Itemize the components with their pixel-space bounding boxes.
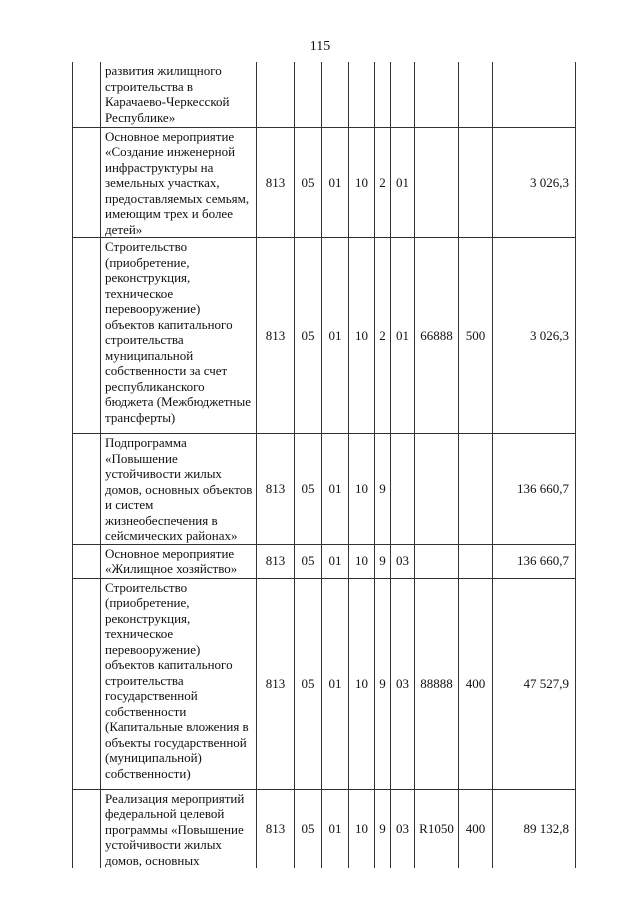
subprogram-cell: 9	[375, 544, 391, 578]
number-cell	[73, 62, 101, 127]
activity-cell	[391, 62, 415, 127]
number-cell	[73, 127, 101, 238]
expense-type-cell	[459, 127, 493, 238]
ministry-cell: 813	[257, 434, 295, 545]
budget-table	[72, 62, 576, 868]
name-cell: Основное мероприятие «Жилищное хозяйство»	[101, 544, 257, 578]
table-row	[73, 127, 576, 238]
amount-cell: 3 026,3	[493, 238, 576, 434]
subprogram-cell: 2	[375, 127, 391, 238]
table-row	[73, 434, 576, 545]
section-cell: 05	[295, 789, 322, 868]
direction-cell	[415, 434, 459, 545]
name-cell: Основное мероприятие «Создание инженерной инфраструктуры на земельных участках, предоставляемых семьям, имеющим трех и более детей»	[101, 127, 257, 238]
section-cell: 05	[295, 578, 322, 789]
amount-cell: 47 527,9	[493, 578, 576, 789]
direction-cell: 88888	[415, 578, 459, 789]
name-cell: Строительство (приобретение, реконструкция, техническое перевооружение) объектов капитального строительства муниципальной собственности за счет республиканского бюджета (Межбюджетные трансферты)	[101, 238, 257, 434]
program-cell: 10	[349, 238, 375, 434]
table-row	[73, 544, 576, 578]
expense-type-cell: 400	[459, 578, 493, 789]
section-cell: 05	[295, 434, 322, 545]
direction-cell	[415, 544, 459, 578]
activity-cell: 03	[391, 578, 415, 789]
ministry-cell: 813	[257, 127, 295, 238]
subprogram-cell: 9	[375, 434, 391, 545]
ministry-cell: 813	[257, 578, 295, 789]
expense-type-cell: 500	[459, 238, 493, 434]
direction-cell: R1050	[415, 789, 459, 868]
expense-type-cell	[459, 62, 493, 127]
section-cell	[295, 62, 322, 127]
program-cell: 10	[349, 578, 375, 789]
number-cell	[73, 544, 101, 578]
subprogram-cell: 9	[375, 578, 391, 789]
amount-cell: 3 026,3	[493, 127, 576, 238]
program-cell: 10	[349, 434, 375, 545]
table-row	[73, 238, 576, 434]
direction-cell	[415, 127, 459, 238]
direction-cell: 66888	[415, 238, 459, 434]
name-cell: Реализация мероприятий федеральной целевой программы «Повышение устойчивости жилых домов, основных	[101, 789, 257, 868]
number-cell	[73, 789, 101, 868]
expense-type-cell	[459, 434, 493, 545]
subsection-cell: 01	[322, 544, 349, 578]
program-cell: 10	[349, 789, 375, 868]
ministry-cell	[257, 62, 295, 127]
direction-cell	[415, 62, 459, 127]
program-cell: 10	[349, 127, 375, 238]
amount-cell: 136 660,7	[493, 434, 576, 545]
table-row	[73, 789, 576, 868]
ministry-cell: 813	[257, 789, 295, 868]
program-cell: 10	[349, 544, 375, 578]
number-cell	[73, 434, 101, 545]
table-row	[73, 578, 576, 789]
name-cell: развития жилищного строительства в Карачаево-Черкесской Республике»	[101, 62, 257, 127]
subprogram-cell: 2	[375, 238, 391, 434]
number-cell	[73, 578, 101, 789]
name-cell: Строительство (приобретение, реконструкция, техническое перевооружение) объектов капитального строительства государственной собственности (Капитальные вложения в объекты государственной (муниципальной) собственности)	[101, 578, 257, 789]
section-cell: 05	[295, 544, 322, 578]
amount-cell	[493, 62, 576, 127]
table-row	[73, 62, 576, 127]
amount-cell: 89 132,8	[493, 789, 576, 868]
activity-cell	[391, 434, 415, 545]
subsection-cell: 01	[322, 789, 349, 868]
section-cell: 05	[295, 127, 322, 238]
section-cell: 05	[295, 238, 322, 434]
subprogram-cell	[375, 62, 391, 127]
activity-cell: 01	[391, 127, 415, 238]
subsection-cell: 01	[322, 434, 349, 545]
ministry-cell: 813	[257, 238, 295, 434]
activity-cell: 03	[391, 789, 415, 868]
name-cell: Подпрограмма «Повышение устойчивости жилых домов, основных объектов и систем жизнеобеспечения в сейсмических районах»	[101, 434, 257, 545]
program-cell	[349, 62, 375, 127]
ministry-cell: 813	[257, 544, 295, 578]
amount-cell: 136 660,7	[493, 544, 576, 578]
subsection-cell: 01	[322, 127, 349, 238]
expense-type-cell	[459, 544, 493, 578]
number-cell	[73, 238, 101, 434]
subsection-cell: 01	[322, 578, 349, 789]
subsection-cell	[322, 62, 349, 127]
expense-type-cell: 400	[459, 789, 493, 868]
page-number: 115	[309, 39, 331, 54]
activity-cell: 01	[391, 238, 415, 434]
subsection-cell: 01	[322, 238, 349, 434]
subprogram-cell: 9	[375, 789, 391, 868]
activity-cell: 03	[391, 544, 415, 578]
